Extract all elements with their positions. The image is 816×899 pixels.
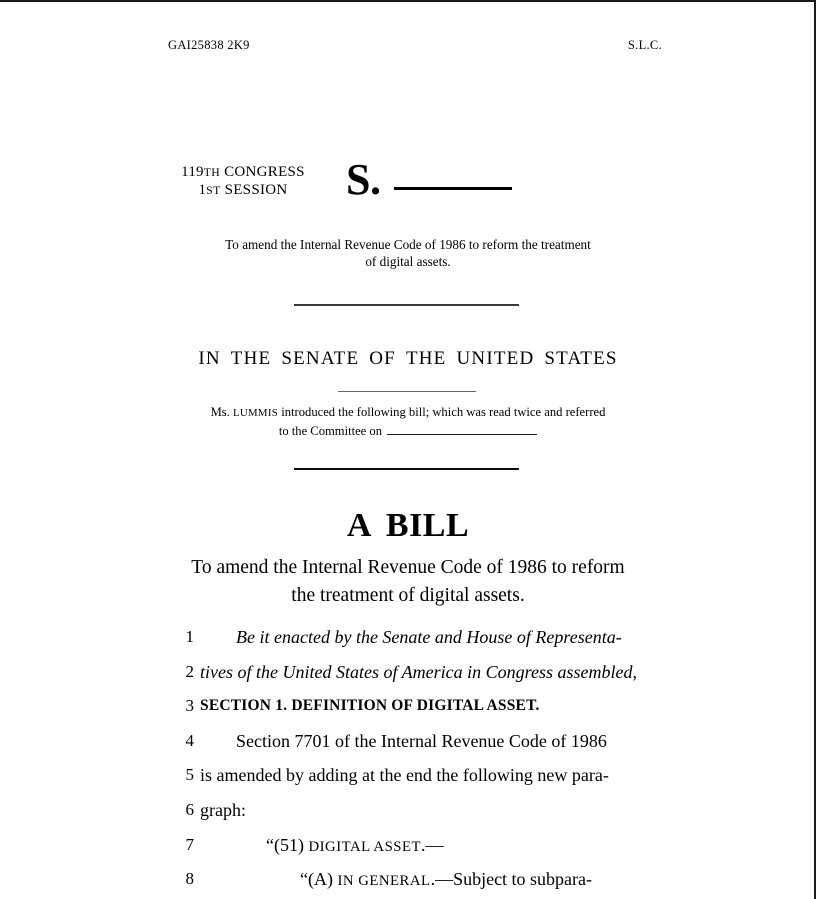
- sponsor-prefix: Ms.: [210, 405, 233, 419]
- committee-label: to the Committee on: [278, 423, 386, 438]
- bill-line: [168, 724, 664, 759]
- bill-line: [168, 828, 664, 863]
- line-number: 2: [185, 661, 194, 681]
- session-word: SESSION: [224, 182, 288, 198]
- bill-number-blank: [394, 187, 512, 190]
- chamber-heading: [168, 348, 648, 370]
- line-text: is amended by adding at the end the following new para-: [200, 765, 609, 786]
- subtitle-line-2: the treatment of digital assets.: [291, 584, 525, 606]
- line-number: 3: [185, 696, 194, 716]
- bill-line: [168, 758, 664, 793]
- bill-line: [168, 793, 664, 828]
- divider-rule-bottom: [294, 468, 519, 470]
- sponsor-action: introduced the following bill; which was read twice and referred: [278, 405, 606, 419]
- subtitle-line-1: To amend the Internal Revenue Code of 1986 to reform: [191, 557, 625, 578]
- congress-block: [168, 160, 318, 199]
- congress-line: [168, 164, 318, 181]
- bill-body: [168, 620, 664, 897]
- slc-marker: S.L.C.: [627, 38, 662, 52]
- bill-line: [168, 655, 664, 690]
- bill-line: [168, 689, 664, 724]
- congress-word: CONGRESS: [224, 164, 305, 180]
- bill-designator: S.: [346, 155, 381, 204]
- chamber-word: IN: [198, 348, 221, 369]
- sponsor-line-1: [160, 403, 656, 422]
- line-text: Be it enacted by the Senate and House of Representa-: [236, 627, 622, 647]
- sponsor-statement: [160, 403, 656, 440]
- line-text: Section 7701 of the Internal Revenue Code of 1986: [236, 730, 607, 751]
- subparagraph-caption: IN GENERAL: [337, 873, 431, 890]
- paragraph-dash: .—: [421, 834, 444, 855]
- chamber-word: STATES: [544, 348, 618, 369]
- sponsor-name: LUMMIS: [232, 407, 279, 419]
- chamber-word: SENATE: [281, 348, 360, 369]
- line-number: 6: [185, 799, 194, 819]
- line-number: 7: [185, 834, 194, 854]
- bill-line: [168, 620, 664, 655]
- session-line: [168, 182, 318, 199]
- bill-number-block: [346, 155, 512, 204]
- line-number: 1: [185, 627, 194, 646]
- committee-name-blank: [387, 423, 537, 435]
- divider-rule-middle: [338, 391, 476, 392]
- paragraph-caption: DIGITAL ASSET: [308, 838, 422, 855]
- document-id: GAI25838 2K9: [168, 38, 250, 52]
- paragraph-marker: “(51): [266, 834, 309, 855]
- title-word-bill: BILL: [385, 507, 470, 544]
- congress-ordinal: TH: [203, 166, 221, 179]
- chamber-word: UNITED: [456, 348, 535, 369]
- bill-line: [168, 862, 664, 897]
- line-number: 4: [185, 730, 194, 750]
- sponsor-line-2: [160, 422, 656, 440]
- chamber-word: OF: [369, 348, 396, 369]
- line-number: 8: [185, 869, 194, 889]
- purpose-line-2: of digital assets.: [365, 254, 451, 270]
- chamber-word: THE: [230, 348, 272, 369]
- subparagraph-marker: “(A): [300, 869, 338, 890]
- line-text: graph:: [200, 799, 246, 820]
- session-ordinal: ST: [206, 184, 221, 197]
- purpose-statement: [168, 236, 648, 271]
- page-title: [168, 507, 648, 545]
- purpose-line-1: To amend the Internal Revenue Code of 1986 to reform the treatment: [225, 237, 591, 252]
- subparagraph-body: .—Subject to subpara-: [430, 869, 593, 890]
- line-number: 5: [185, 765, 194, 785]
- running-head: [168, 38, 662, 53]
- chamber-word: THE: [405, 348, 447, 369]
- bill-header: [168, 155, 648, 204]
- line-text: [200, 828, 664, 865]
- session-number: 1: [198, 182, 207, 198]
- line-text: tives of the United States of America in Congress assembled,: [200, 661, 637, 682]
- title-word-a: A: [346, 507, 372, 544]
- bill-subtitle: [168, 554, 648, 609]
- congress-number: 119: [181, 164, 204, 180]
- section-heading: SECTION 1. DEFINITION OF DIGITAL ASSET.: [200, 697, 540, 715]
- line-text: [200, 862, 664, 899]
- divider-rule-top: [294, 304, 519, 306]
